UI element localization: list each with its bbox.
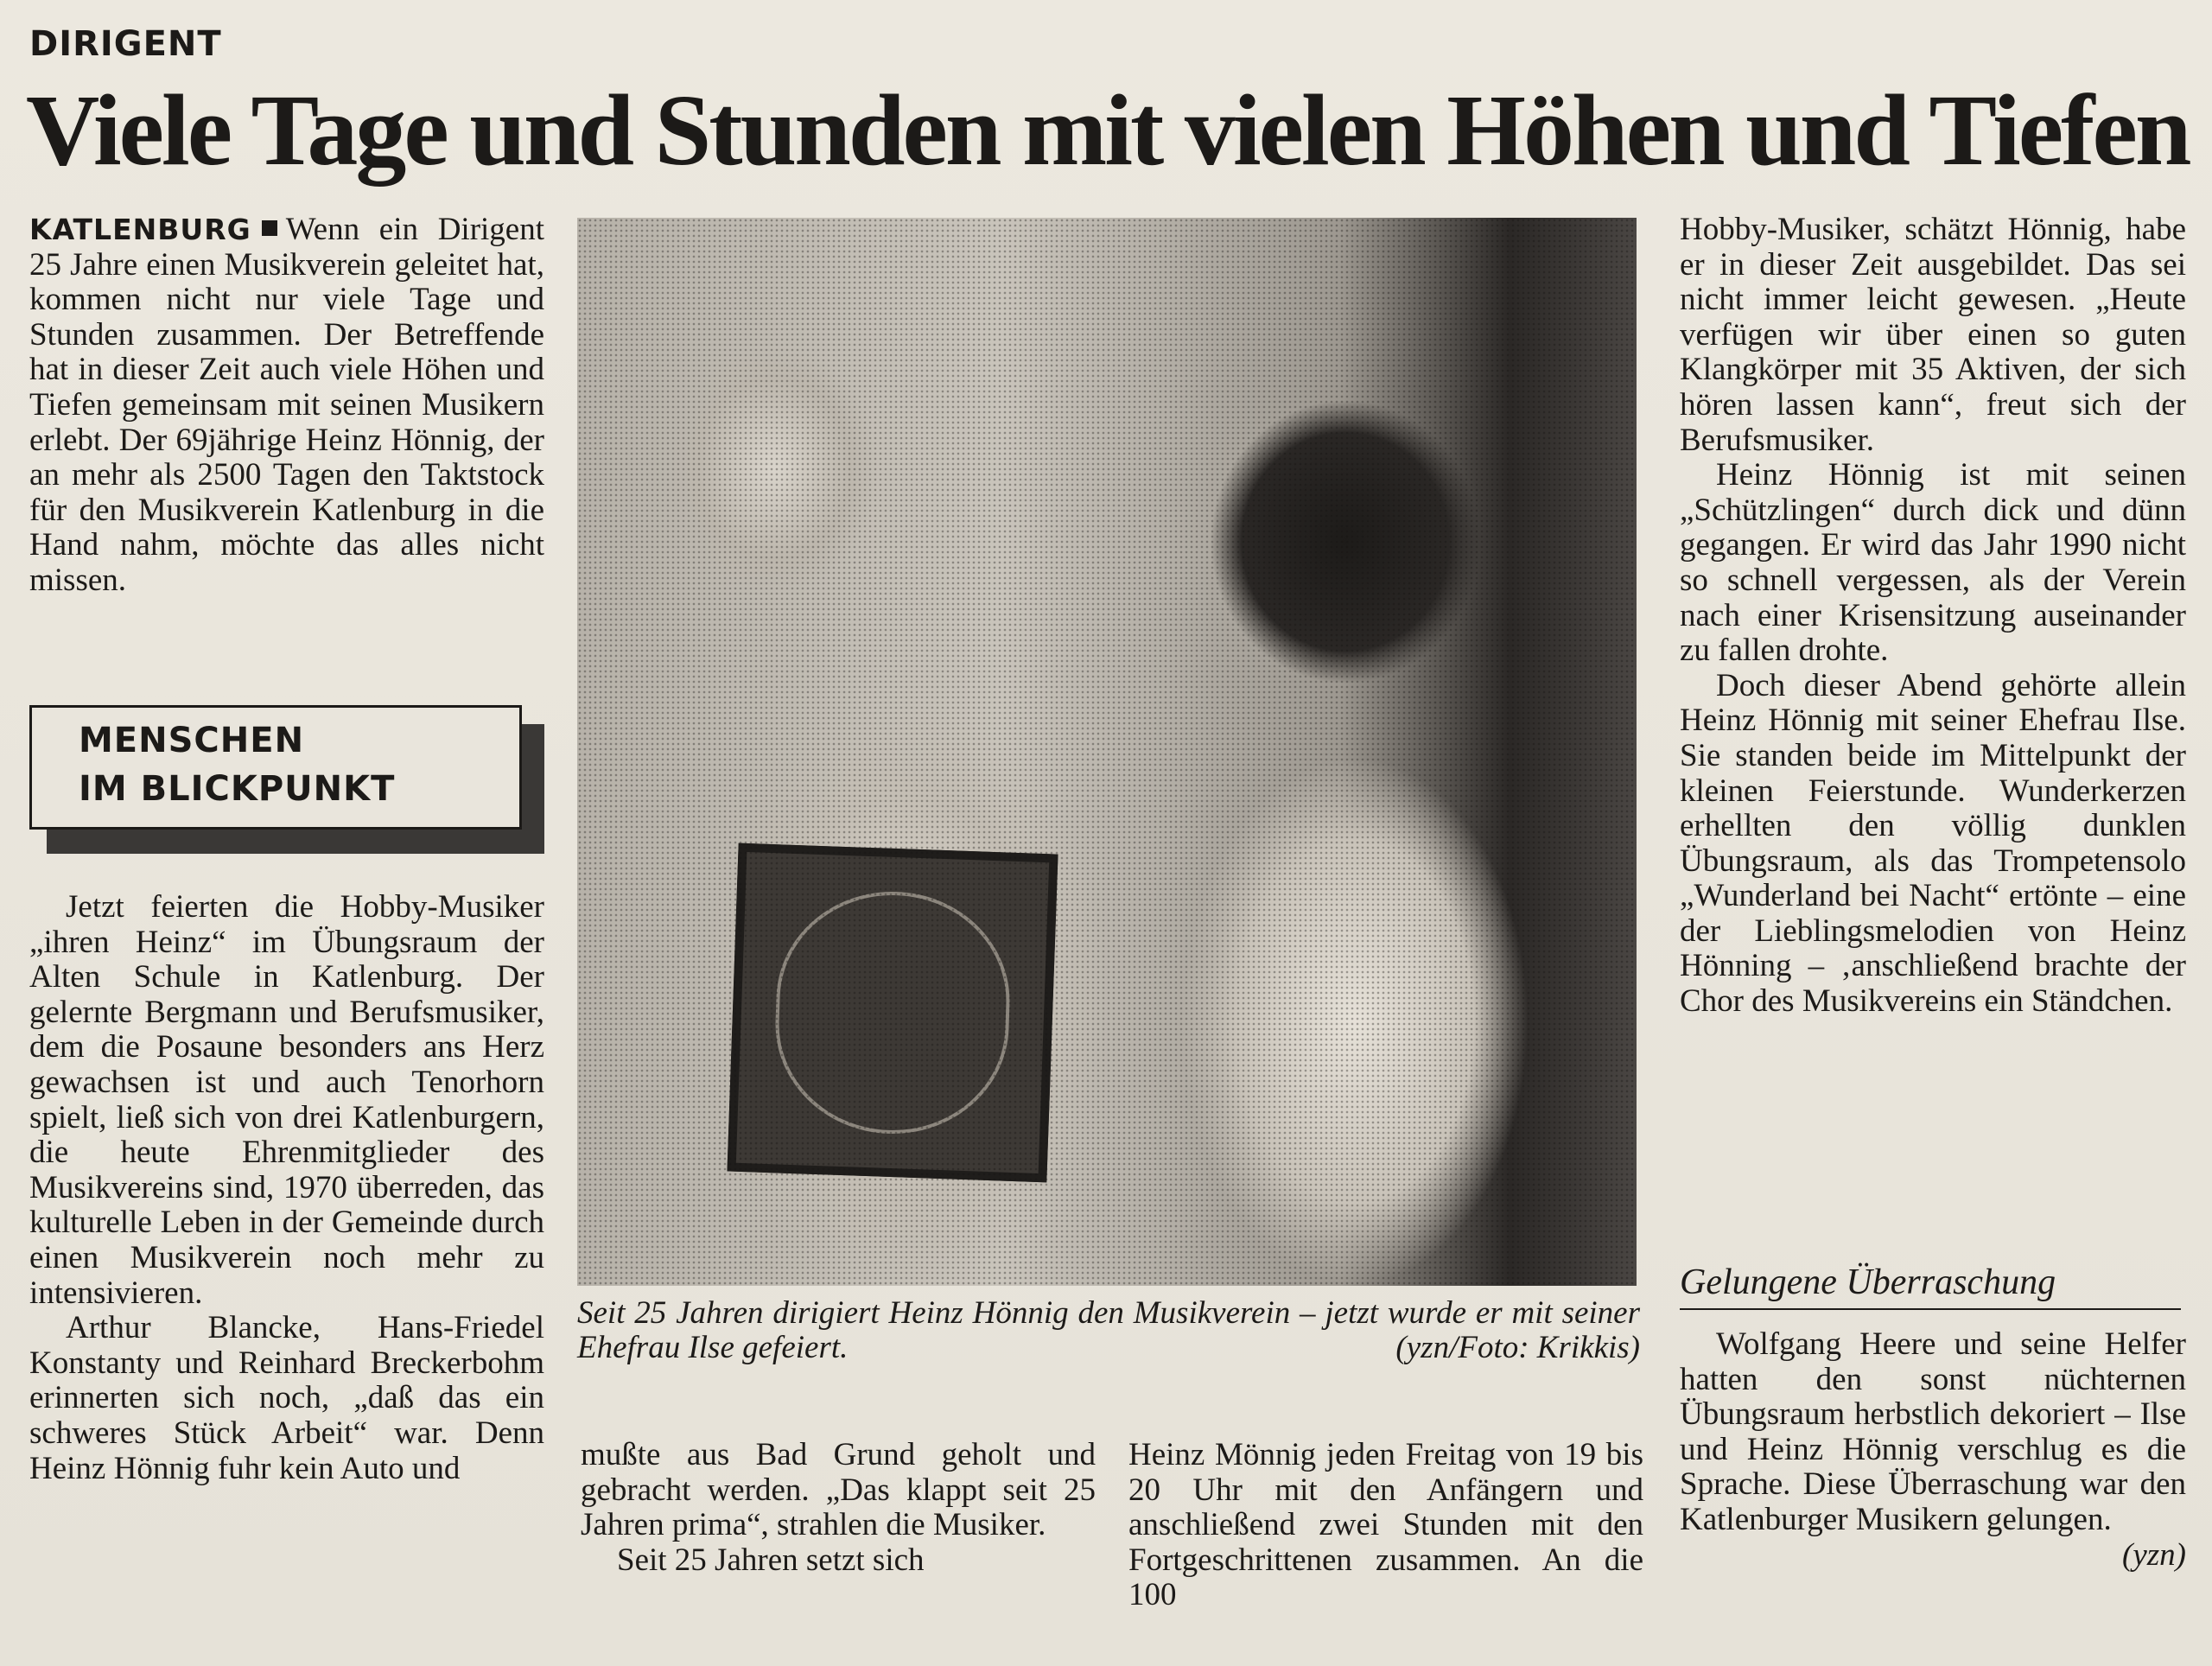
column-2 [581, 1438, 1096, 1578]
section-box-label [29, 705, 522, 830]
paragraph: mußte aus Bad Grund geholt und gebracht werden. „Das klappt seit 25 Jahren prima“, strahlen die Musiker. [581, 1437, 1096, 1543]
paragraph: Seit 25 Jahren setzt sich [617, 1542, 925, 1578]
column-4 [1680, 213, 2186, 1020]
paragraph: Jetzt feierten die Hobby-Musiker „ihren Heinz“ im Übungsraum der Alten Schule in Katlenburg. Der gelernte Bergmann und Berufsmusiker, dem die Posaune besonders ans Herz gewachsen ist und auch Tenorhorn spielt, ließ sich von drei Katlenburgern, die heute Ehrenmitglieder des Musikvereins sind, 1970 überreden, das kulturelle Leben in der Gemeinde durch einen Musikverein noch mehr zu intensivieren. [29, 889, 544, 1311]
photo [577, 218, 1637, 1286]
photo-caption [577, 1296, 1640, 1365]
paragraph: Doch dieser Abend gehörte allein Heinz Hönnig mit seiner Ehefrau Ilse. Sie standen beide im Mittelpunkt der kleinen Feierstunde. Wunderkerzen erhellten den völlig dunklen Übungsraum, als das Trompetensolo „Wunderland bei Nacht“ ertönte – eine der Lieblingsmelodien von Heinz Hönning – ‚anschließend brachte der Chor des Musikvereins ein Ständchen. [1680, 667, 2186, 1020]
caption-text: Seit 25 Jahren dirigiert Heinz Hönnig den Musikverein – jetzt wurde er mit seiner Ehefrau Ilse gefeiert. [577, 1295, 1640, 1365]
box-line-2: IM BLICKPUNKT [79, 769, 396, 809]
bullet-icon [262, 220, 277, 236]
intro-text: Wenn ein Dirigent 25 Jahre einen Musikverein geleitet hat, kommen nicht nur viele Tage und Stunden zusammen. Der Betreffende hat in dieser Zeit auch viele Höhen und Tiefen gemeinsam mit seinen Musikern erlebt. Der 69jährige Heinz Hönnig, der an mehr als 2500 Tagen den Taktstock für den Musikverein Katlenburg in die Hand nahm, möchte das alles nicht missen. [29, 212, 544, 598]
author-signature: (yzn) [2122, 1536, 2186, 1573]
column-3 [1128, 1438, 1643, 1613]
award-frame-image [727, 843, 1058, 1183]
section-box [29, 705, 544, 854]
subheading: Gelungene Überraschung [1680, 1262, 2181, 1310]
kicker: DIRIGENT [29, 24, 222, 64]
photo-credit: (yzn/Foto: Krikkis) [1395, 1330, 1640, 1365]
column-1-intro [29, 213, 544, 599]
box-line-1: MENSCHEN [79, 721, 305, 760]
paragraph: Heinz Mönnig jeden Freitag von 19 bis 20 Uhr mit den Anfängern und anschließend zwei Stunden mit den Fortgeschrittenen zusammen. An die 100 [1128, 1437, 1643, 1613]
paragraph: Arthur Blancke, Hans-Friedel Konstanty und Reinhard Breckerbohm erinnerten sich noch, „daß das ein schweres Stück Arbeit“ war. Denn Heinz Hönnig fuhr kein Auto und [29, 1310, 544, 1486]
paragraph: Heinz Hönnig ist mit seinen „Schützlingen“ durch dick und dünn gegangen. Er wird das Jahr 1990 nicht so schnell vergessen, als der Verein nach einer Krisensitzung auseinander zu fallen drohte. [1680, 457, 2186, 669]
paragraph: Wolfgang Heere und seine Helfer hatten den sonst nüchternen Übungsraum herbstlich dekoriert – Ilse und Heinz Hönnig verschlug es die Sprache. Diese Überraschung war den Katlenburger Musikern gelungen. [1680, 1326, 2186, 1537]
paragraph: Hobby-Musiker, schätzt Hönnig, habe er in dieser Zeit ausgebildet. Das sei nicht immer leicht gewesen. „Heute verfügen wir über einen so guten Klangkörper mit 35 Aktiven, der sich hören lassen kann“, freut sich der Berufsmusiker. [1680, 212, 2186, 458]
headline: Viele Tage und Stunden mit vielen Höhen und Tiefen [26, 73, 2190, 187]
column-4-end [1680, 1327, 2186, 1573]
dateline: KATLENBURG [29, 213, 251, 246]
column-1-body [29, 890, 544, 1486]
